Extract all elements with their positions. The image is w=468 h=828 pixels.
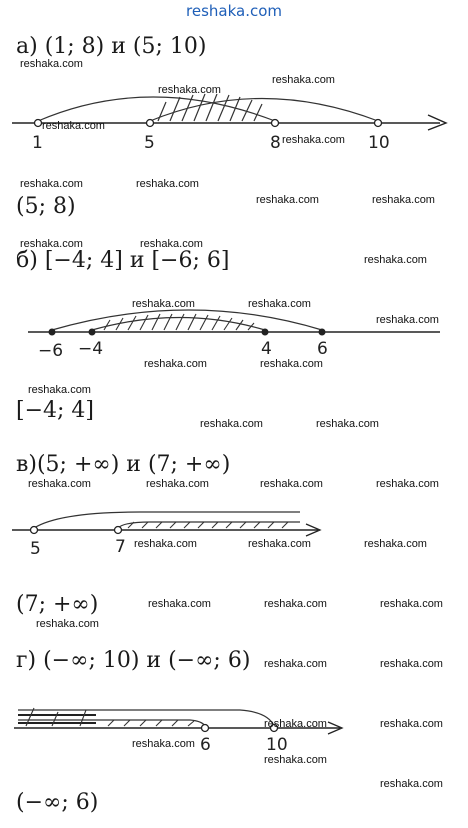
part-b-label: б) [−4; 4] и [−6; 6] bbox=[16, 248, 230, 273]
watermark: reshaka.com bbox=[264, 718, 327, 730]
tick-label: 6 bbox=[200, 735, 211, 755]
part-b-number-line bbox=[0, 290, 468, 370]
watermark: reshaka.com bbox=[380, 598, 443, 610]
watermark: reshaka.com bbox=[200, 418, 263, 430]
tick-label: −4 bbox=[78, 339, 104, 359]
watermark: reshaka.com bbox=[380, 778, 443, 790]
watermark: reshaka.com bbox=[364, 254, 427, 266]
part-b-answer: [−4; 4] bbox=[16, 398, 94, 423]
watermark: reshaka.com bbox=[272, 74, 335, 86]
tick-label: 5 bbox=[30, 539, 41, 559]
watermark: reshaka.com bbox=[144, 358, 207, 370]
part-d-answer: (−∞; 6) bbox=[16, 790, 99, 815]
watermark: reshaka.com bbox=[264, 658, 327, 670]
part-c-answer: (7; +∞) bbox=[16, 592, 99, 617]
watermark: reshaka.com bbox=[376, 478, 439, 490]
watermark: reshaka.com bbox=[146, 478, 209, 490]
watermark: reshaka.com bbox=[248, 538, 311, 550]
watermark: reshaka.com bbox=[372, 194, 435, 206]
tick-label: 5 bbox=[144, 133, 155, 153]
part-a-label: а) (1; 8) и (5; 10) bbox=[16, 34, 207, 59]
watermark: reshaka.com bbox=[260, 358, 323, 370]
watermark: reshaka.com bbox=[260, 478, 323, 490]
watermark: reshaka.com bbox=[28, 478, 91, 490]
watermark: reshaka.com bbox=[148, 598, 211, 610]
watermark: reshaka.com bbox=[316, 418, 379, 430]
watermark: reshaka.com bbox=[20, 238, 83, 250]
tick-label: 10 bbox=[266, 735, 288, 755]
watermark: reshaka.com bbox=[136, 178, 199, 190]
watermark: reshaka.com bbox=[264, 598, 327, 610]
part-a-answer: (5; 8) bbox=[16, 194, 76, 219]
tick-label: 7 bbox=[115, 537, 126, 557]
watermark: reshaka.com bbox=[376, 314, 439, 326]
watermark: reshaka.com bbox=[264, 754, 327, 766]
watermark: reshaka.com bbox=[28, 384, 91, 396]
watermark: reshaka.com bbox=[42, 120, 105, 132]
part-d-label: г) (−∞; 10) и (−∞; 6) bbox=[16, 648, 251, 673]
watermark: reshaka.com bbox=[140, 238, 203, 250]
tick-label: 4 bbox=[261, 339, 272, 359]
watermark: reshaka.com bbox=[158, 84, 221, 96]
tick-label: 8 bbox=[270, 133, 281, 153]
tick-label: −6 bbox=[38, 341, 64, 361]
watermark: reshaka.com bbox=[248, 298, 311, 310]
part-c-number-line bbox=[0, 494, 468, 564]
watermark: reshaka.com bbox=[36, 618, 99, 630]
tick-label: 1 bbox=[32, 133, 43, 153]
part-c-label: в)(5; +∞) и (7; +∞) bbox=[16, 452, 231, 477]
watermark: reshaka.com bbox=[134, 538, 197, 550]
watermark: reshaka.com bbox=[380, 658, 443, 670]
watermark: reshaka.com bbox=[364, 538, 427, 550]
watermark: reshaka.com bbox=[282, 134, 345, 146]
watermark: reshaka.com bbox=[132, 298, 195, 310]
part-a-number-line bbox=[0, 78, 468, 158]
watermark: reshaka.com bbox=[380, 718, 443, 730]
watermark: reshaka.com bbox=[256, 194, 319, 206]
watermark: reshaka.com bbox=[20, 58, 83, 70]
watermark: reshaka.com bbox=[132, 738, 195, 750]
watermark: reshaka.com bbox=[20, 178, 83, 190]
tick-label: 10 bbox=[368, 133, 390, 153]
tick-label: 6 bbox=[317, 339, 328, 359]
site-header-link[interactable]: reshaka.com bbox=[186, 2, 282, 20]
